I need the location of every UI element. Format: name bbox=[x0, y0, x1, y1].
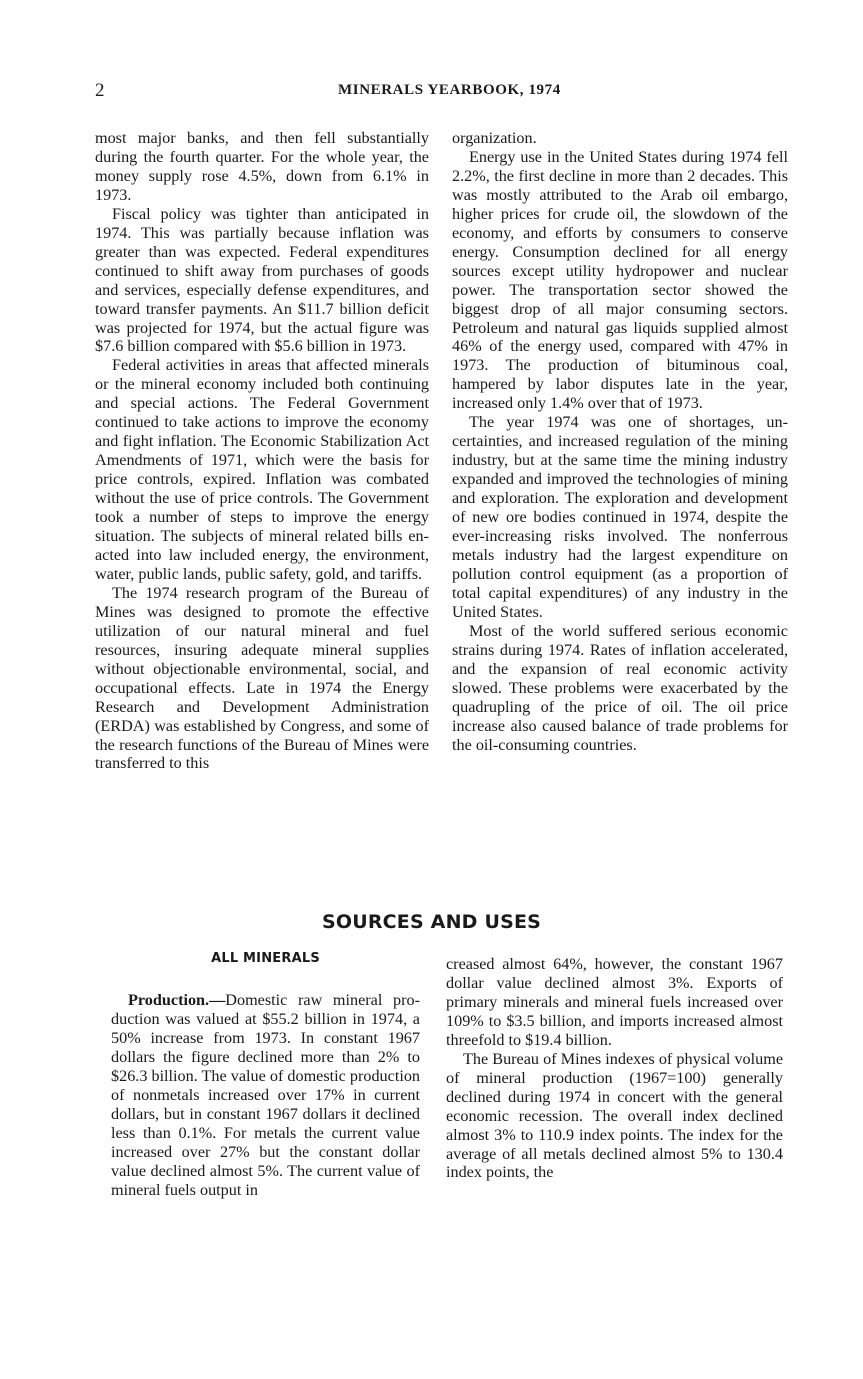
paragraph: Most of the world suffered serious economic strains during 1974. Rates of inflation accelerated, and the expansion of real economic activity slowed. These problems were exacerbated by the quadrupling of the price of oil. The oil price increase also caused balance of trade problems for the oil-consuming countries. bbox=[452, 621, 788, 754]
paragraph: organization. bbox=[452, 129, 537, 147]
paragraph-text: Domestic raw mineral production was valued at $55.2 billion in 1974, a 50% increase from 1973. In constant 1967 dollars the figure declined more than 2% to $26.3 billion. The value of domestic production of nonmetals increased over 17% in current dollars, but in constant 1967 dollars it declined less than 0.1%. For metals the current value increased over 27% but the constant dollar value declined almost 5%. The current value of mineral fuels output in bbox=[111, 991, 421, 1199]
paragraph: Energy use in the United States during 1974 fell 2.2%, the first decline in more than 2 decades. This was mostly attributed to the Arab oil embargo, higher prices for crude oil, the slowdown of the economy, and efforts by consumers to conserve energy. Consumption declined for all energy sources except utility hydropower and nuclear power. The transportation sector showed the biggest drop of all major consuming sectors. Petroleum and natural gas liquids supplied almost 46% of the energy used, compared with 47% in 1973. The production of bituminous coal, hampered by labor disputes late in the year, increased only 1.4% over that of 1973. bbox=[452, 147, 788, 413]
top-left-column bbox=[95, 129, 429, 773]
paragraph: creased almost 64%, however, the constant 1967 dollar value declined almost 3%. Exports of primary minerals and mineral fuels increased over 109% to $3.5 billion, and imports increased almost threefold to $19.4 billion. bbox=[446, 955, 783, 1049]
run-in-heading: Production.— bbox=[128, 991, 226, 1009]
paragraph: The 1974 research program of the Bureau of Mines was designed to promote the effective utilization of our natural mineral and fuel resources, insuring adequate mineral supplies without objectionable environmental, social, and occupational effects. Late in 1974 the Energy Research and Development Administration (ERDA) was established by Congress, and some of the research functions of the Bureau of Mines were transferred to this bbox=[95, 583, 429, 773]
bottom-right-column bbox=[446, 955, 783, 1182]
section-heading: SOURCES AND USES bbox=[321, 911, 542, 933]
bottom-left-column bbox=[111, 991, 420, 1199]
subsection-heading: ALL MINERALS bbox=[211, 951, 320, 966]
top-right-column bbox=[452, 129, 788, 754]
paragraph: The year 1974 was one of shortages, uncertainties, and increased regulation of the mining industry, but at the same time the mining industry expanded and improved the technologies of mining and exploration. The exploration and development of new ore bodies continued in 1974, despite the ever-increasing risks involved. The nonferrous metals industry had the largest expenditure on pollution control equipment (as a proportion of total capital expenditures) of any industry in the United States. bbox=[452, 413, 788, 621]
paragraph: Federal activities in areas that affected minerals or the mineral economy included both continuing and special actions. The Federal Government continued to take actions to improve the economy and fight inflation. The Economic Stabilization Act Amendments of 1971, which were the basis for price controls, expired. Inflation was combated without the use of price controls. The Government took a number of steps to improve the energy situation. The subjects of mineral related bills enacted into law included energy, the environment, water, public lands, public safety, gold, and tariffs. bbox=[95, 356, 429, 583]
paragraph bbox=[111, 991, 420, 1199]
page-number: 2 bbox=[95, 80, 105, 101]
paragraph: The Bureau of Mines indexes of physical volume of mineral production (1967=100) generally declined during 1974 in concert with the general economic recession. The overall index declined almost 3% to 110.9 index points. The index for the average of all metals declined almost 5% to 130.4 index points, the bbox=[446, 1049, 783, 1182]
paragraph: most major banks, and then fell substantially during the fourth quarter. For the whole year, the money supply rose 4.5%, down from 6.1% in 1973. bbox=[95, 129, 429, 204]
running-title: MINERALS YEARBOOK, 1974 bbox=[338, 82, 561, 98]
paragraph: Fiscal policy was tighter than anticipated in 1974. This was partially because inflation was greater than was expected. Federal expenditures continued to shift away from purchases of goods and services, especially defense expenditures, and toward transfer payments. An $11.7 billion deficit was projected for 1974, but the actual figure was $7.6 billion compared with $5.6 billion in 1973. bbox=[95, 204, 429, 356]
